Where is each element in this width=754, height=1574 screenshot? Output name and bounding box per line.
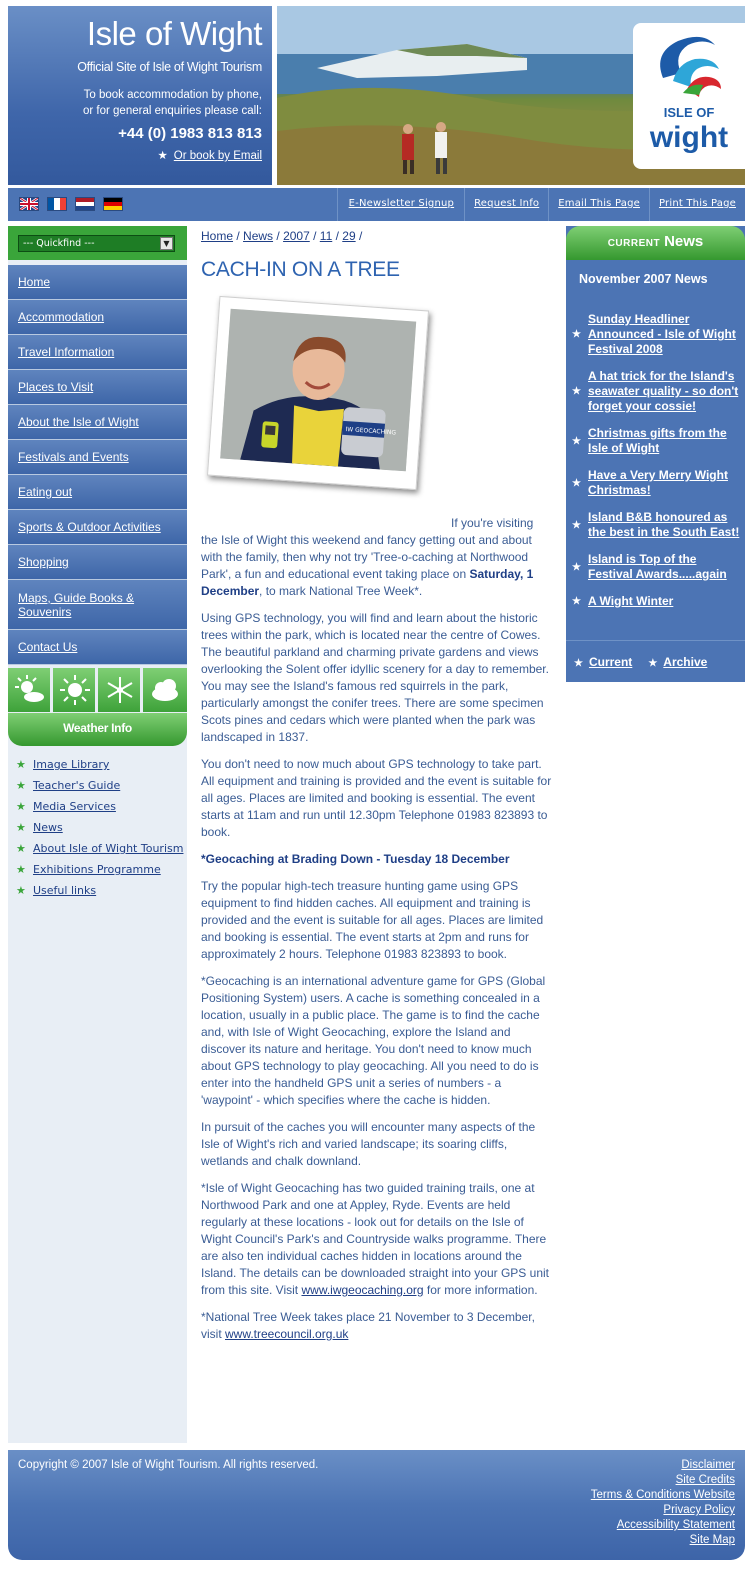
sublink-label: Useful links [33, 884, 97, 897]
chevron-down-icon[interactable]: ▼ [160, 237, 173, 250]
sublink-label: News [33, 821, 63, 834]
news-item-title: A Wight Winter [588, 594, 674, 608]
nav-maps-guide-books[interactable] [8, 580, 187, 630]
news-item[interactable] [572, 552, 740, 582]
news-item-title: Have a Very Merry Wight Christmas! [588, 468, 728, 497]
breadcrumb-day[interactable]: 29 [342, 229, 356, 243]
star-icon: ★ [572, 329, 581, 340]
nav-about-isle-of-wight[interactable] [8, 405, 187, 440]
booking-phone: +44 (0) 1983 813 813 [118, 125, 262, 142]
top-nav-bar [8, 188, 745, 221]
article-content [201, 228, 553, 1343]
left-sidebar [8, 226, 187, 1443]
nav-places-to-visit[interactable] [8, 370, 187, 405]
news-item[interactable] [572, 510, 740, 540]
star-icon: ★ [16, 884, 26, 897]
polaroid-frame [207, 296, 429, 490]
logo-line-1: ISLE OF [663, 105, 715, 120]
weather-widget[interactable] [8, 668, 187, 746]
news-item-title: A hat trick for the Island's seawater quality - so don't forget your cossie! [588, 369, 739, 413]
nav-home[interactable] [8, 265, 187, 300]
sublink-label: Exhibitions Programme [33, 863, 161, 876]
news-item-title: Island is Top of the Festival Awards.....again [588, 552, 727, 581]
star-icon: ★ [16, 842, 26, 855]
can-label: IW GEOCACHING [345, 426, 397, 437]
quickfind-panel [8, 226, 187, 260]
star-icon: ★ [16, 779, 26, 792]
treecouncil-link[interactable]: www.treecouncil.org.uk [225, 1327, 349, 1341]
sublink-label: About Isle of Wight Tourism [33, 842, 184, 855]
paragraph-text: *Isle of Wight Geocaching has two guided training trails, one at Northwood Park and one at Appley, Ryde. Events are held regularly at these locations - look out for details on the Isle of Wight Council's Park's and Countryside walks programme. There are also ten individual caches hidden in locations around the Island. The details can be downloaded straight into your GPS unit from this site. Visit [201, 1181, 549, 1297]
news-item[interactable] [572, 468, 740, 498]
star-icon: ★ [572, 519, 581, 531]
news-item[interactable] [572, 594, 740, 609]
weather-info-label[interactable]: Weather Info [8, 713, 187, 746]
wave-logo-icon [633, 23, 745, 103]
book-by-email-link[interactable]: Or book by Email [173, 150, 262, 162]
sublink-exhibitions[interactable] [16, 863, 187, 877]
booking-line-1: To book accommodation by phone, [83, 89, 262, 101]
sublink-useful-links[interactable] [16, 884, 187, 898]
star-icon: ★ [16, 863, 26, 876]
newsletter-signup-link[interactable]: E-Newsletter Signup [337, 188, 464, 221]
news-panel [566, 226, 745, 682]
star-icon: ★ [648, 658, 658, 669]
cloud-icon [143, 668, 187, 712]
snowflake-icon [98, 668, 141, 712]
header-photo [277, 6, 745, 185]
logo-line-2: wight [649, 121, 729, 154]
news-divider [566, 640, 745, 641]
news-item-title: Christmas gifts from the Isle of Wight [588, 426, 727, 455]
article-paragraph-8 [201, 1309, 553, 1343]
secondary-links [8, 758, 187, 905]
logo-text [633, 103, 745, 153]
header-banner [8, 6, 272, 185]
sublink-label: Media Services [33, 800, 116, 813]
nav-label: Places to Visit [18, 380, 94, 394]
netherlands-flag-icon[interactable] [75, 197, 95, 211]
nav-label: About the Isle of Wight [18, 415, 139, 429]
sun-icon [53, 668, 96, 712]
star-icon: ★ [574, 658, 583, 669]
footer-link-privacy[interactable]: Privacy Policy [663, 1504, 735, 1516]
germany-flag-icon[interactable] [103, 197, 123, 211]
article-paragraph-6: In pursuit of the caches you will encounter many aspects of the Isle of Wight's rich and varied landscape; its soaring cliffs, wetlands and chalk downland. [201, 1120, 536, 1168]
news-footer [574, 655, 723, 669]
nav-eating-out[interactable] [8, 475, 187, 510]
news-item[interactable] [572, 369, 740, 414]
footer-link-disclaimer[interactable]: Disclaimer [681, 1459, 735, 1471]
news-list [572, 312, 740, 621]
nav-label: Travel Information [18, 345, 115, 359]
breadcrumb-month[interactable]: 11 [319, 229, 333, 243]
request-info-link[interactable]: Request Info [464, 188, 548, 221]
footer-link-terms[interactable]: Terms & Conditions Website [590, 1489, 735, 1501]
star-icon: ★ [157, 150, 168, 162]
footer-link-site-credits[interactable]: Site Credits [675, 1474, 735, 1486]
iwgeocaching-link[interactable]: www.iwgeocaching.org [301, 1283, 424, 1297]
current-news-tab[interactable] [566, 226, 745, 260]
quickfind-selected: --- Quickfind --- [23, 238, 95, 249]
quickfind-select[interactable] [18, 235, 175, 252]
nav-label: Festivals and Events [18, 450, 129, 464]
news-item[interactable] [572, 312, 740, 357]
nav-accommodation[interactable] [8, 300, 187, 335]
news-item[interactable] [572, 426, 740, 456]
nav-label: Sports & Outdoor Activities [18, 520, 161, 534]
utility-links [337, 188, 745, 221]
footer-link-accessibility[interactable]: Accessibility Statement [616, 1519, 735, 1531]
sublink-label: Image Library [33, 758, 110, 771]
article-paragraph-4: Try the popular high-tech treasure hunting game using GPS equipment to find hidden caches. All equipment and training is provided and the event is suitable for all ages. Places are limited and booking is essential. The event starts at 2pm and runs for approximately 2 hours. Telephone 01983 823893 to book. [201, 879, 544, 961]
paragraph-text: , to mark National Tree Week*. [259, 584, 423, 598]
page-title: CACH-IN ON A TREE [201, 258, 400, 281]
print-page-link[interactable]: Print This Page [649, 188, 745, 221]
breadcrumb-home[interactable]: Home [201, 229, 234, 243]
news-heading: November 2007 News [579, 272, 708, 286]
star-icon: ★ [572, 561, 581, 573]
main-nav [8, 265, 187, 665]
event-date: Saturday, 1 December [201, 567, 534, 598]
site-title[interactable]: Isle of Wight [86, 15, 262, 52]
news-item-title: Island B&B honoured as the best in the South East! [588, 510, 740, 539]
boy-with-gps-photo [220, 309, 416, 472]
site-subtitle: Official Site of Isle of Wight Tourism [77, 60, 262, 74]
nav-sports-outdoor[interactable] [8, 510, 187, 545]
footer-links [591, 1458, 735, 1548]
tab-label-small: CURRENT [607, 238, 661, 249]
sublink-about-tourism[interactable] [16, 842, 187, 856]
copyright: Copyright © 2007 Isle of Wight Tourism. All rights reserved. [18, 1459, 319, 1471]
nav-label: Shopping [18, 555, 69, 569]
booking-info [8, 87, 262, 119]
paragraph-text: If you're visiting the Isle of Wight this weekend and fancy getting out and about with the family, then why not try 'Tree-o-caching at Northwood Park', a fun and educational event taking place on [201, 516, 534, 581]
breadcrumb-year[interactable]: 2007 [283, 229, 310, 243]
uk-flag-icon[interactable] [19, 197, 39, 211]
article-paragraph-5: *Geocaching is an international adventure game for GPS (Global Positioning System) users. A cache is something concealed in a location, usually in a public place. The game is to find the cache and, with Isle of Wight Geocaching, explore the Island and discover its nature and heritage. You don't need to know much about GPS technology to play geocaching. All you need to do is enter into the handheld GPS unit a series of numbers - a 'waypoint' - which specifies where the cache is hidden. [201, 974, 546, 1107]
article-paragraph-7 [201, 1180, 553, 1299]
article-photo [201, 295, 553, 525]
paragraph-text: *National Tree Week takes place 21 November to 3 December, visit [201, 1310, 535, 1341]
nav-label: Maps, Guide Books & Souvenirs [18, 590, 135, 619]
nav-label: Eating out [18, 485, 73, 499]
star-icon: ★ [16, 821, 26, 834]
sublink-image-library[interactable] [16, 758, 187, 772]
article-subheading: *Geocaching at Brading Down - Tuesday 18 December [201, 852, 510, 866]
footer [8, 1450, 745, 1560]
nav-festivals-events[interactable] [8, 440, 187, 475]
booking-line-2: or for general enquiries please call: [83, 105, 262, 117]
current-news-link[interactable]: Current [588, 655, 633, 669]
nav-travel-information[interactable] [8, 335, 187, 370]
sublink-teachers-guide[interactable] [16, 779, 187, 793]
sun-cloud-icon [8, 668, 51, 712]
email-page-link[interactable]: Email This Page [548, 188, 649, 221]
news-item-title: Sunday Headliner Announced - Isle of Wight Festival 2008 [588, 312, 736, 356]
paragraph-text: for more information. [423, 1283, 538, 1297]
nav-contact-us[interactable] [8, 630, 187, 665]
breadcrumb: Home / News / 2007 / 11 / 29 / [201, 229, 363, 243]
footer-link-site-map[interactable]: Site Map [689, 1534, 735, 1546]
star-icon: ★ [16, 800, 26, 813]
book-by-email [8, 148, 262, 162]
star-icon: ★ [572, 596, 581, 607]
isle-of-wight-logo[interactable] [633, 23, 745, 169]
nav-label: Home [18, 275, 51, 289]
france-flag-icon[interactable] [47, 197, 67, 211]
sublink-news[interactable] [16, 821, 187, 835]
star-icon: ★ [572, 435, 581, 447]
breadcrumb-news[interactable]: News [243, 229, 274, 243]
tab-label-big: News [664, 233, 704, 250]
sublink-media-services[interactable] [16, 800, 187, 814]
nav-shopping[interactable] [8, 545, 187, 580]
star-icon: ★ [572, 477, 581, 489]
article-paragraph-3: You don't need to now much about GPS technology to take part. All equipment and training is provided and the event is suitable for all ages. Places are limited and booking is essential. The event starts at 11am and run until 12.30pm Telephone 01983 823893 to book. [201, 757, 552, 839]
article-paragraph-2: Using GPS technology, you will find and learn about the historic trees within the park, which is located near the centre of Cowes. The beautiful parkland and charming private gardens and views overlooking the Solent offer idyllic scenery for a day to remember. You may see the Island's famous red squirrels in the park, particularly amongst the conifer trees. There are some specimen Scots pines and cedars which were planted when the park was landscaped in 1837. [201, 611, 549, 744]
nav-label: Accommodation [18, 310, 105, 324]
nav-label: Contact Us [18, 640, 78, 654]
sublink-label: Teacher's Guide [33, 779, 121, 792]
star-icon: ★ [16, 758, 26, 771]
star-icon: ★ [572, 386, 581, 397]
archive-news-link[interactable]: Archive [663, 655, 708, 669]
article-paragraph-1 [201, 515, 553, 600]
